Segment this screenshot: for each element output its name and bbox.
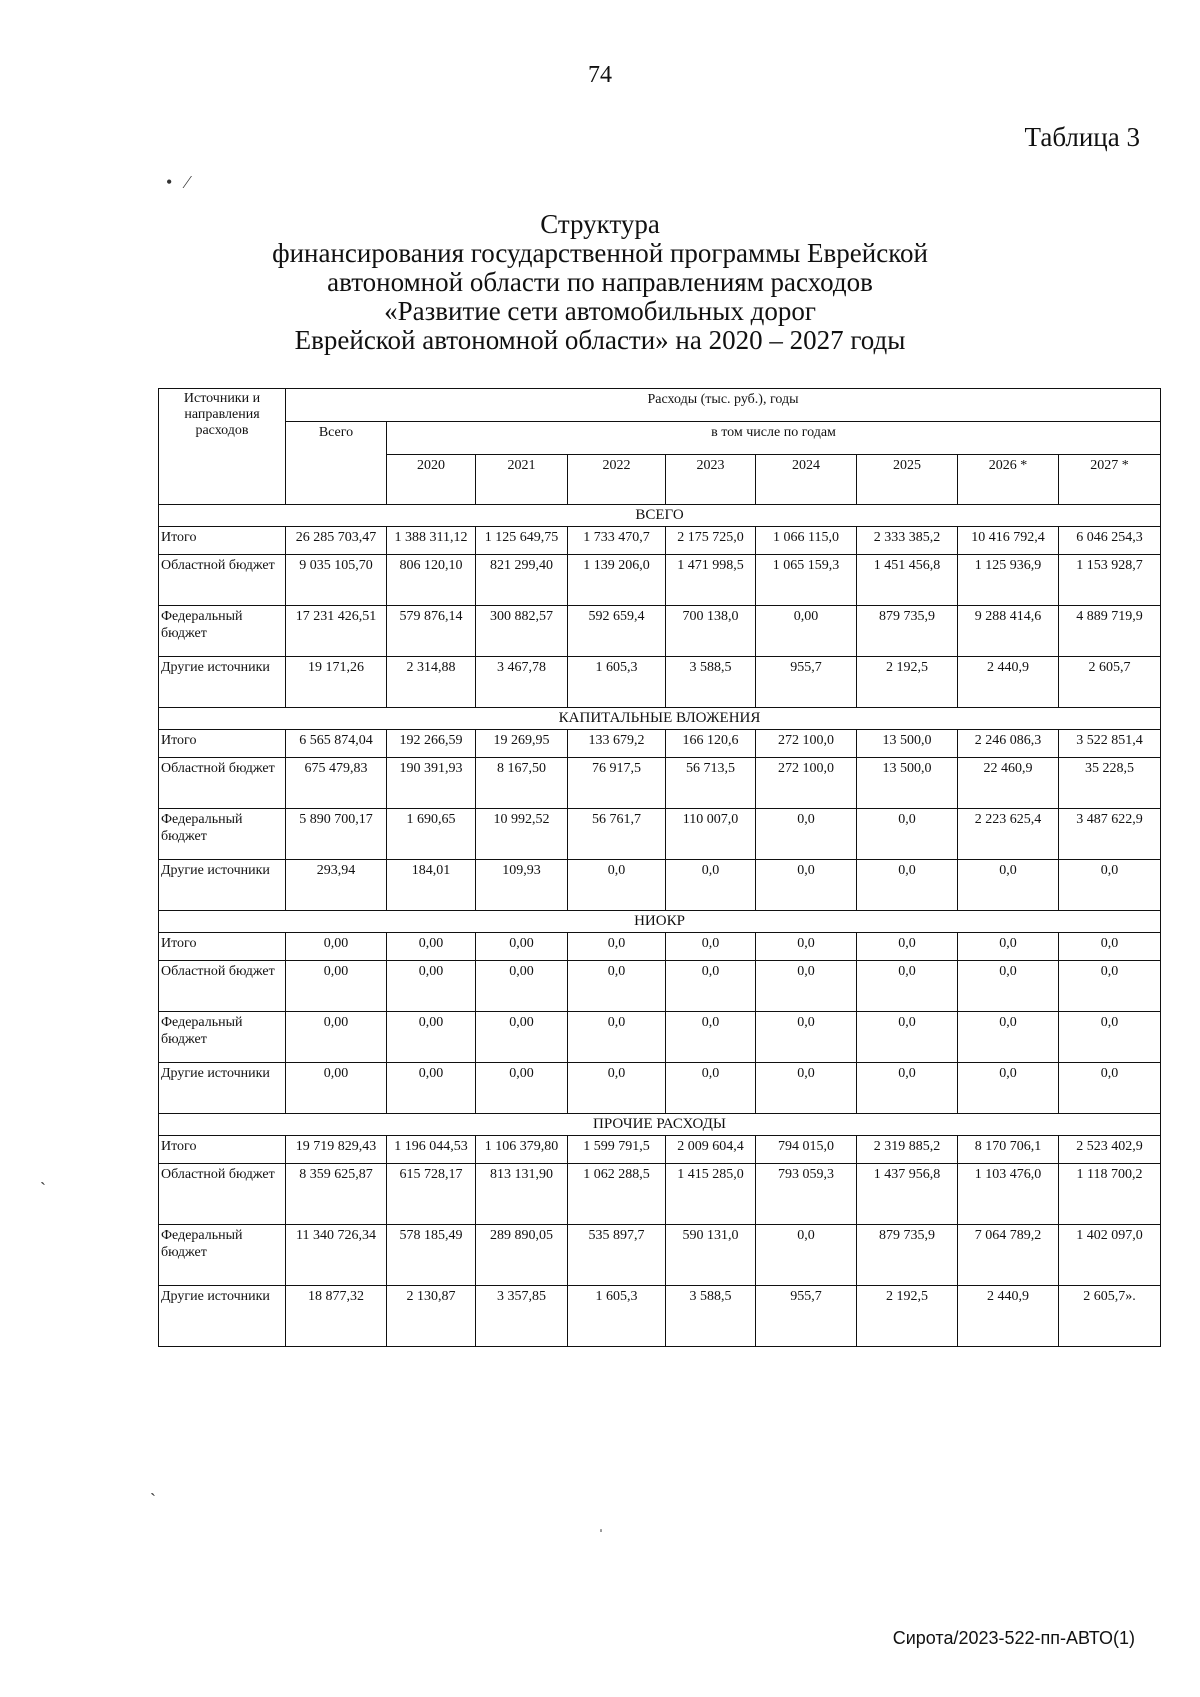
value-cell: 675 479,83 <box>286 758 387 809</box>
value-cell: 10 416 792,4 <box>958 527 1059 555</box>
value-cell: 3 487 622,9 <box>1059 809 1161 860</box>
value-cell: 110 007,0 <box>666 809 756 860</box>
value-cell: 184,01 <box>387 860 476 911</box>
value-cell: 1 125 936,9 <box>958 555 1059 606</box>
value-cell: 0,0 <box>756 1225 857 1286</box>
value-cell: 1 437 956,8 <box>857 1164 958 1225</box>
row-label: Областной бюджет <box>159 1164 286 1225</box>
row-label: Итого <box>159 527 286 555</box>
row-label: Итого <box>159 730 286 758</box>
value-cell: 0,0 <box>958 933 1059 961</box>
value-cell: 1 118 700,2 <box>1059 1164 1161 1225</box>
value-cell: 879 735,9 <box>857 1225 958 1286</box>
header-year: 2025 <box>857 455 958 505</box>
value-cell: 6 565 874,04 <box>286 730 387 758</box>
value-cell: 592 659,4 <box>568 606 666 657</box>
value-cell: 3 467,78 <box>476 657 568 708</box>
value-cell: 3 588,5 <box>666 657 756 708</box>
scan-mark: • ⁄ <box>166 172 189 192</box>
value-cell: 109,93 <box>476 860 568 911</box>
title-line: Еврейской автономной области» на 2020 – 2027 годы <box>294 325 906 355</box>
value-cell: 0,0 <box>666 860 756 911</box>
table-row <box>159 527 1161 555</box>
scan-mark: ˌ <box>598 1512 604 1532</box>
row-label: Областной бюджет <box>159 758 286 809</box>
value-cell: 190 391,93 <box>387 758 476 809</box>
value-cell: 13 500,0 <box>857 758 958 809</box>
value-cell: 955,7 <box>756 1286 857 1347</box>
value-cell: 1 451 456,8 <box>857 555 958 606</box>
value-cell: 35 228,5 <box>1059 758 1161 809</box>
value-cell: 0,00 <box>286 1012 387 1063</box>
value-cell: 2 246 086,3 <box>958 730 1059 758</box>
value-cell: 2 523 402,9 <box>1059 1136 1161 1164</box>
value-cell: 0,0 <box>756 1012 857 1063</box>
value-cell: 2 440,9 <box>958 657 1059 708</box>
value-cell: 0,0 <box>857 809 958 860</box>
table-row <box>159 555 1161 606</box>
value-cell: 1 388 311,12 <box>387 527 476 555</box>
value-cell: 1 066 115,0 <box>756 527 857 555</box>
row-label: Федеральный бюджет <box>159 1225 286 1286</box>
value-cell: 0,00 <box>476 961 568 1012</box>
value-cell: 2 314,88 <box>387 657 476 708</box>
value-cell: 13 500,0 <box>857 730 958 758</box>
value-cell: 955,7 <box>756 657 857 708</box>
value-cell: 0,00 <box>286 1063 387 1114</box>
value-cell: 879 735,9 <box>857 606 958 657</box>
value-cell: 806 120,10 <box>387 555 476 606</box>
header-year: 2026 * <box>958 455 1059 505</box>
page-number: 74 <box>588 62 612 88</box>
value-cell: 1 605,3 <box>568 657 666 708</box>
value-cell: 3 522 851,4 <box>1059 730 1161 758</box>
value-cell: 8 170 706,1 <box>958 1136 1059 1164</box>
value-cell: 0,0 <box>568 933 666 961</box>
value-cell: 2 605,7». <box>1059 1286 1161 1347</box>
value-cell: 0,00 <box>286 961 387 1012</box>
value-cell: 0,0 <box>1059 1012 1161 1063</box>
value-cell: 0,0 <box>666 933 756 961</box>
value-cell: 11 340 726,34 <box>286 1225 387 1286</box>
value-cell: 0,0 <box>857 1063 958 1114</box>
value-cell: 794 015,0 <box>756 1136 857 1164</box>
value-cell: 0,00 <box>476 933 568 961</box>
value-cell: 3 357,85 <box>476 1286 568 1347</box>
value-cell: 272 100,0 <box>756 730 857 758</box>
value-cell: 300 882,57 <box>476 606 568 657</box>
value-cell: 0,00 <box>387 1012 476 1063</box>
table-row <box>159 657 1161 708</box>
table-row <box>159 809 1161 860</box>
title-line: «Развитие сети автомобильных дорог <box>384 296 816 326</box>
value-cell: 0,0 <box>568 1063 666 1114</box>
value-cell: 19 719 829,43 <box>286 1136 387 1164</box>
row-label: Областной бюджет <box>159 961 286 1012</box>
value-cell: 0,00 <box>756 606 857 657</box>
value-cell: 289 890,05 <box>476 1225 568 1286</box>
value-cell: 0,0 <box>958 1012 1059 1063</box>
value-cell: 2 192,5 <box>857 657 958 708</box>
value-cell: 1 605,3 <box>568 1286 666 1347</box>
value-cell: 578 185,49 <box>387 1225 476 1286</box>
value-cell: 0,0 <box>756 860 857 911</box>
title-line: Структура <box>540 209 660 239</box>
table-row <box>159 1164 1161 1225</box>
header-total: Всего <box>286 422 387 505</box>
value-cell: 1 153 928,7 <box>1059 555 1161 606</box>
scan-mark: ˏ <box>40 1165 46 1185</box>
value-cell: 1 415 285,0 <box>666 1164 756 1225</box>
value-cell: 56 713,5 <box>666 758 756 809</box>
header-year: 2027 * <box>1059 455 1161 505</box>
value-cell: 0,0 <box>568 860 666 911</box>
header-year: 2024 <box>756 455 857 505</box>
value-cell: 1 103 476,0 <box>958 1164 1059 1225</box>
table-row <box>159 1063 1161 1114</box>
table-label: Таблица 3 <box>1024 122 1140 152</box>
header-year: 2023 <box>666 455 756 505</box>
row-label: Федеральный бюджет <box>159 606 286 657</box>
table-row <box>159 1136 1161 1164</box>
table-row <box>159 961 1161 1012</box>
row-label: Другие источники <box>159 860 286 911</box>
value-cell: 0,00 <box>476 1012 568 1063</box>
table-row <box>159 1286 1161 1347</box>
value-cell: 0,0 <box>756 809 857 860</box>
value-cell: 700 138,0 <box>666 606 756 657</box>
value-cell: 0,00 <box>387 961 476 1012</box>
value-cell: 1 599 791,5 <box>568 1136 666 1164</box>
value-cell: 9 035 105,70 <box>286 555 387 606</box>
value-cell: 0,00 <box>387 1063 476 1114</box>
value-cell: 0,0 <box>1059 860 1161 911</box>
value-cell: 0,0 <box>756 1063 857 1114</box>
value-cell: 0,0 <box>857 933 958 961</box>
row-label: Федеральный бюджет <box>159 1012 286 1063</box>
value-cell: 0,0 <box>1059 1063 1161 1114</box>
row-label: Областной бюджет <box>159 555 286 606</box>
value-cell: 272 100,0 <box>756 758 857 809</box>
section-title: ПРОЧИЕ РАСХОДЫ <box>159 1114 1161 1136</box>
table-row <box>159 860 1161 911</box>
value-cell: 9 288 414,6 <box>958 606 1059 657</box>
table-row <box>159 1012 1161 1063</box>
value-cell: 0,0 <box>857 961 958 1012</box>
row-label: Итого <box>159 933 286 961</box>
value-cell: 1 471 998,5 <box>666 555 756 606</box>
value-cell: 18 877,32 <box>286 1286 387 1347</box>
row-label: Итого <box>159 1136 286 1164</box>
row-label: Федеральный бюджет <box>159 809 286 860</box>
value-cell: 10 992,52 <box>476 809 568 860</box>
value-cell: 590 131,0 <box>666 1225 756 1286</box>
value-cell: 0,0 <box>1059 933 1161 961</box>
document-title <box>200 210 1000 355</box>
table-row <box>159 606 1161 657</box>
table-row <box>159 1225 1161 1286</box>
value-cell: 615 728,17 <box>387 1164 476 1225</box>
row-label: Другие источники <box>159 1063 286 1114</box>
value-cell: 535 897,7 <box>568 1225 666 1286</box>
scan-mark: ˋ <box>150 1490 156 1510</box>
value-cell: 2 175 725,0 <box>666 527 756 555</box>
value-cell: 2 130,87 <box>387 1286 476 1347</box>
value-cell: 1 196 044,53 <box>387 1136 476 1164</box>
title-line: финансирования государственной программы Еврейской <box>272 238 928 268</box>
value-cell: 0,0 <box>666 1063 756 1114</box>
value-cell: 0,0 <box>756 961 857 1012</box>
value-cell: 2 009 604,4 <box>666 1136 756 1164</box>
value-cell: 0,0 <box>756 933 857 961</box>
header-sources: Источники и направления расходов <box>159 389 286 505</box>
value-cell: 0,0 <box>1059 961 1161 1012</box>
row-label: Другие источники <box>159 657 286 708</box>
value-cell: 2 192,5 <box>857 1286 958 1347</box>
value-cell: 5 890 700,17 <box>286 809 387 860</box>
value-cell: 579 876,14 <box>387 606 476 657</box>
value-cell: 7 064 789,2 <box>958 1225 1059 1286</box>
value-cell: 26 285 703,47 <box>286 527 387 555</box>
value-cell: 0,00 <box>387 933 476 961</box>
value-cell: 813 131,90 <box>476 1164 568 1225</box>
section-title: НИОКР <box>159 911 1161 933</box>
value-cell: 0,0 <box>958 961 1059 1012</box>
value-cell: 0,0 <box>857 1012 958 1063</box>
value-cell: 0,0 <box>857 860 958 911</box>
value-cell: 0,0 <box>666 961 756 1012</box>
value-cell: 0,0 <box>958 1063 1059 1114</box>
value-cell: 2 440,9 <box>958 1286 1059 1347</box>
value-cell: 2 319 885,2 <box>857 1136 958 1164</box>
value-cell: 22 460,9 <box>958 758 1059 809</box>
value-cell: 8 359 625,87 <box>286 1164 387 1225</box>
value-cell: 76 917,5 <box>568 758 666 809</box>
value-cell: 133 679,2 <box>568 730 666 758</box>
title-line: автономной области по направлениям расходов <box>327 267 873 297</box>
value-cell: 793 059,3 <box>756 1164 857 1225</box>
value-cell: 56 761,7 <box>568 809 666 860</box>
header-year: 2022 <box>568 455 666 505</box>
value-cell: 293,94 <box>286 860 387 911</box>
value-cell: 0,0 <box>568 1012 666 1063</box>
value-cell: 17 231 426,51 <box>286 606 387 657</box>
value-cell: 0,0 <box>666 1012 756 1063</box>
value-cell: 0,00 <box>476 1063 568 1114</box>
table-row <box>159 933 1161 961</box>
value-cell: 1 065 159,3 <box>756 555 857 606</box>
value-cell: 0,0 <box>568 961 666 1012</box>
value-cell: 1 125 649,75 <box>476 527 568 555</box>
value-cell: 6 046 254,3 <box>1059 527 1161 555</box>
value-cell: 2 333 385,2 <box>857 527 958 555</box>
header-by-years: в том числе по годам <box>387 422 1161 455</box>
value-cell: 1 733 470,7 <box>568 527 666 555</box>
value-cell: 821 299,40 <box>476 555 568 606</box>
header-expenses: Расходы (тыс. руб.), годы <box>286 389 1161 422</box>
value-cell: 1 106 379,80 <box>476 1136 568 1164</box>
section-title: КАПИТАЛЬНЫЕ ВЛОЖЕНИЯ <box>159 708 1161 730</box>
value-cell: 0,00 <box>286 933 387 961</box>
value-cell: 166 120,6 <box>666 730 756 758</box>
value-cell: 1 402 097,0 <box>1059 1225 1161 1286</box>
table-row <box>159 730 1161 758</box>
table-row <box>159 758 1161 809</box>
value-cell: 3 588,5 <box>666 1286 756 1347</box>
document-footer: Сирота/2023-522-пп-АВТО(1) <box>892 1628 1135 1648</box>
value-cell: 1 062 288,5 <box>568 1164 666 1225</box>
value-cell: 1 139 206,0 <box>568 555 666 606</box>
header-year: 2021 <box>476 455 568 505</box>
value-cell: 2 223 625,4 <box>958 809 1059 860</box>
value-cell: 2 605,7 <box>1059 657 1161 708</box>
value-cell: 1 690,65 <box>387 809 476 860</box>
row-label: Другие источники <box>159 1286 286 1347</box>
value-cell: 19 269,95 <box>476 730 568 758</box>
financing-table <box>158 388 1161 1347</box>
value-cell: 4 889 719,9 <box>1059 606 1161 657</box>
section-title: ВСЕГО <box>159 505 1161 527</box>
value-cell: 192 266,59 <box>387 730 476 758</box>
value-cell: 0,0 <box>958 860 1059 911</box>
header-year: 2020 <box>387 455 476 505</box>
value-cell: 8 167,50 <box>476 758 568 809</box>
value-cell: 19 171,26 <box>286 657 387 708</box>
